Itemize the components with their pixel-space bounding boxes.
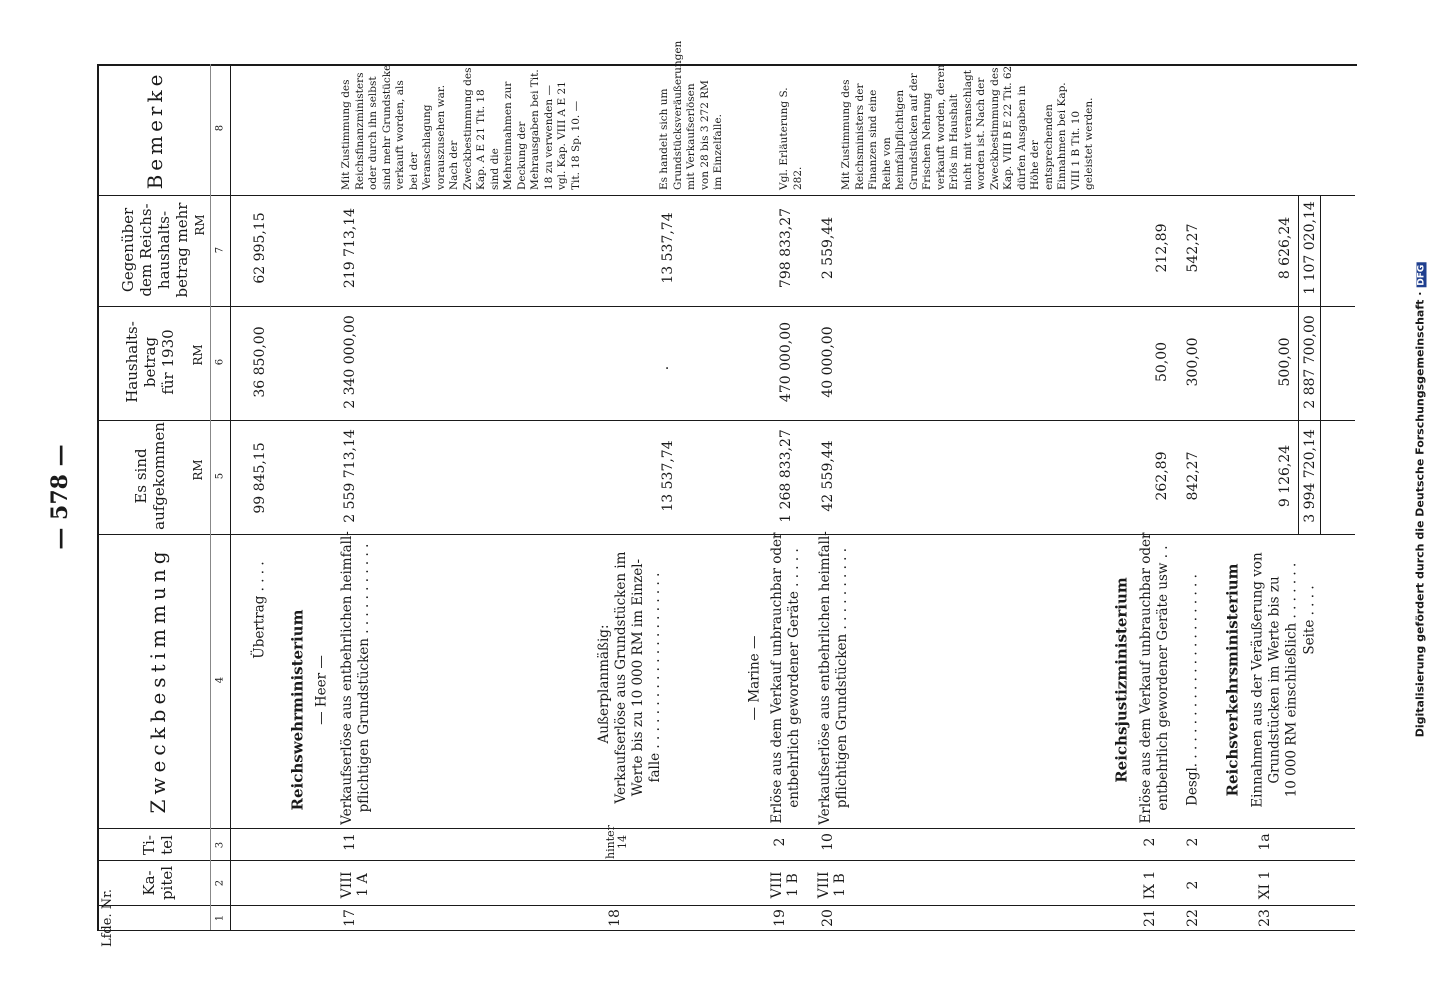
row-18-remark: Es handelt sich um Grundstücksveräußerungen mit Verkaufserlösen von 28 bis 3 272 RM im Einzelfalle. — [658, 40, 724, 190]
row-23-nr: 23 — [1257, 909, 1273, 927]
row-17-nr: 17 — [342, 909, 358, 927]
row-17-kap: VIII 1 A — [339, 871, 371, 899]
header-remarks: Bemerke — [143, 70, 167, 190]
row-23-difference: 8 626,24 — [1277, 216, 1293, 280]
row-19-received: 1 268 833,27 — [778, 429, 794, 523]
row-17-tit: 11 — [342, 833, 358, 851]
row-21-difference: 212,89 — [1154, 223, 1170, 273]
rule-bottom — [97, 930, 1355, 931]
row-20-remark: Mit Zustimmung des Reichsministers der Finanzen sind eine Reihe von heimfallpflichtigen Grundstücken auf der Frischen Nehrung verkauft worden, deren Erlös im Haushalt nicht mit veranschlagt worden ist. Nach der Zweckbestimmung des Kap. VIII B E 22 Tit. 62 dürfen Ausgaben in Höhe der entsprechenden Einnahmen bei Kap. VIII 1 B Tit. 10 geleistet werden. — [840, 64, 1095, 190]
rule-col8-7 — [97, 195, 1355, 196]
carryover-budget: 36 850,00 — [252, 326, 268, 398]
header-num-8: 8 — [214, 124, 226, 132]
header-budget: Haushalts- betrag für 1930 — [123, 321, 177, 403]
header-title: Ti- tel — [140, 835, 176, 855]
row-23-tit: 1a — [1257, 833, 1273, 851]
section-verkehr: Reichsverkehrsministerium — [1223, 563, 1242, 797]
carryover-difference: 62 995,15 — [252, 212, 268, 284]
header-difference-unit: RM — [193, 214, 207, 236]
row-19-tit: 2 — [772, 837, 788, 847]
row-18-tit: hinter 14 — [604, 825, 629, 859]
header-difference: Gegenüber dem Reichs- haushalts- betrag mehr — [119, 202, 191, 298]
row-23-budget: 500,00 — [1277, 337, 1293, 387]
row-18-nr: 18 — [607, 909, 623, 927]
row-22-tit: 2 — [1185, 837, 1201, 847]
row-19-difference: 798 833,27 — [778, 207, 794, 289]
row-23-kap: XI 1 — [1257, 870, 1273, 900]
total-difference: 1 107 020,14 — [1302, 201, 1318, 295]
row-18-budget: · — [660, 365, 676, 371]
row-18-text: Außerplanmäßig: Verkaufserlöse aus Grundstücken im Werte bis zu 10 000 RM im Einzel- falle . . . . . . . . . . . . . . . . . . . . . — [596, 551, 663, 804]
rule-sum-before-total — [1298, 195, 1299, 535]
row-20-difference: 2 559,44 — [820, 216, 836, 280]
carryover-label: Übertrag . . . . — [251, 561, 268, 659]
row-17-difference: 219 713,14 — [342, 207, 358, 289]
total-label: Seite . . . . — [1301, 585, 1318, 655]
row-18-received: 13 537,74 — [660, 440, 676, 512]
rule-header-sep — [230, 64, 231, 930]
row-23-received: 9 126,24 — [1277, 444, 1293, 508]
rule-col7-6 — [97, 306, 1355, 307]
row-20-tit: 10 — [820, 833, 836, 851]
rule-col2-1 — [97, 905, 1355, 906]
row-20-kap: VIII 1 B — [816, 871, 848, 899]
rule-top — [97, 64, 1357, 66]
row-20-budget: 40 000,00 — [820, 326, 836, 398]
section-reichswehr: Reichswehrministerium — [288, 609, 307, 811]
rule-number-sep — [210, 64, 211, 930]
section-heer: — Heer — — [313, 655, 330, 725]
section-justiz: Reichsjustizministerium — [1112, 577, 1131, 783]
row-19-text: Erlöse aus dem Verkauf unbrauchbar oder entbehrlich gewordener Geräte . . . . . — [769, 532, 802, 824]
dfg-logo: DFG — [1416, 264, 1427, 286]
rule-col4-3 — [97, 828, 1355, 829]
rule-col6-5 — [97, 420, 1355, 421]
row-22-kap: 2 — [1185, 880, 1201, 890]
row-22-nr: 22 — [1185, 909, 1201, 927]
header-purpose: Zweckbestimmung — [146, 546, 170, 814]
row-21-tit: 2 — [1142, 837, 1158, 847]
row-19-kap: VIII 1 B — [769, 871, 801, 899]
row-17-received: 2 559 713,14 — [342, 429, 358, 523]
row-19-nr: 19 — [772, 909, 788, 927]
row-22-text: Desgl. . . . . . . . . . . . . . . . . . . . . . . — [1184, 574, 1201, 806]
header-num-1: 1 — [214, 914, 226, 922]
header-budget-unit: RM — [191, 344, 205, 366]
total-received: 3 994 720,14 — [1302, 429, 1318, 523]
rule-sum-total — [1320, 195, 1321, 535]
carryover-received: 99 845,15 — [252, 442, 268, 514]
row-20-received: 42 559,44 — [820, 440, 836, 512]
row-21-received: 262,89 — [1154, 451, 1170, 501]
header-num-4: 4 — [214, 676, 226, 684]
header-chapter: Ka- pitel — [140, 865, 176, 901]
row-17-remark: Mit Zustimmung des Reichsfinanzministers oder durch ihn selbst sind mehr Grundstücke verkauft worden, als bei der Veranschlagung vorauszusehen war. Nach der Zweckbestimmung des Kap. A E 21 Tit. 18 sind die Mehreinnahmen zur Deckung der Mehrausgaben bei Tit. 18 zu verwenden — vgl. Kap. VIII A E 21 Tit. 18 Sp. 10. — — [340, 64, 582, 190]
header-received: Es sind aufgekommen — [132, 422, 168, 530]
section-marine: — Marine — — [746, 635, 763, 721]
row-21-budget: 50,00 — [1154, 341, 1170, 383]
row-21-text: Erlöse aus dem Verkauf unbrauchbar oder entbehrlich gewordener Geräte usw . . — [1138, 532, 1171, 824]
header-num-3: 3 — [214, 841, 226, 849]
ledger-page — [47, 0, 1430, 1000]
total-budget: 2 887 700,00 — [1302, 315, 1318, 409]
row-20-nr: 20 — [820, 909, 836, 927]
row-21-kap: IX 1 — [1142, 870, 1158, 900]
header-num-5: 5 — [214, 472, 226, 480]
row-22-received: 842,27 — [1185, 451, 1201, 501]
header-num-7: 7 — [214, 246, 226, 254]
rule-col3-2 — [97, 860, 1355, 861]
row-20-text: Verkaufserlöse aus entbehrlichen heimfall- pflichtigen Grundstücken . . . . . . . . . . — [817, 531, 850, 825]
rule-left — [97, 64, 99, 930]
row-23-text: Einnahmen aus der Veräußerung von Grundstücken im Werte bis zu 10 000 RM einschließlich . . . . . . . — [1249, 552, 1300, 808]
row-19-budget: 470 000,00 — [778, 321, 794, 403]
row-17-text: Verkaufserlöse aus entbehrlichen heimfall- pflichtigen Grundstücken . . . . . . . . . . . — [339, 531, 372, 825]
row-18-difference: 13 537,74 — [660, 212, 676, 284]
header-num-2: 2 — [214, 879, 226, 887]
row-22-budget: 300,00 — [1185, 337, 1201, 387]
header-serial: Lfde. Nr. — [100, 888, 115, 948]
row-22-difference: 542,27 — [1185, 223, 1201, 273]
row-21-nr: 21 — [1142, 909, 1158, 927]
credit-text: Digitalisierung gefördert durch die Deutsche Forschungsgemeinschaft · — [1413, 291, 1427, 738]
header-num-6: 6 — [214, 358, 226, 366]
page-number: — 578 — — [47, 444, 73, 550]
header-received-unit: RM — [191, 459, 205, 481]
row-17-budget: 2 340 000,00 — [342, 315, 358, 409]
digitization-credit — [1414, 263, 1427, 738]
row-19-remark: Vgl. Erläuterung S. 282. — [778, 87, 804, 190]
